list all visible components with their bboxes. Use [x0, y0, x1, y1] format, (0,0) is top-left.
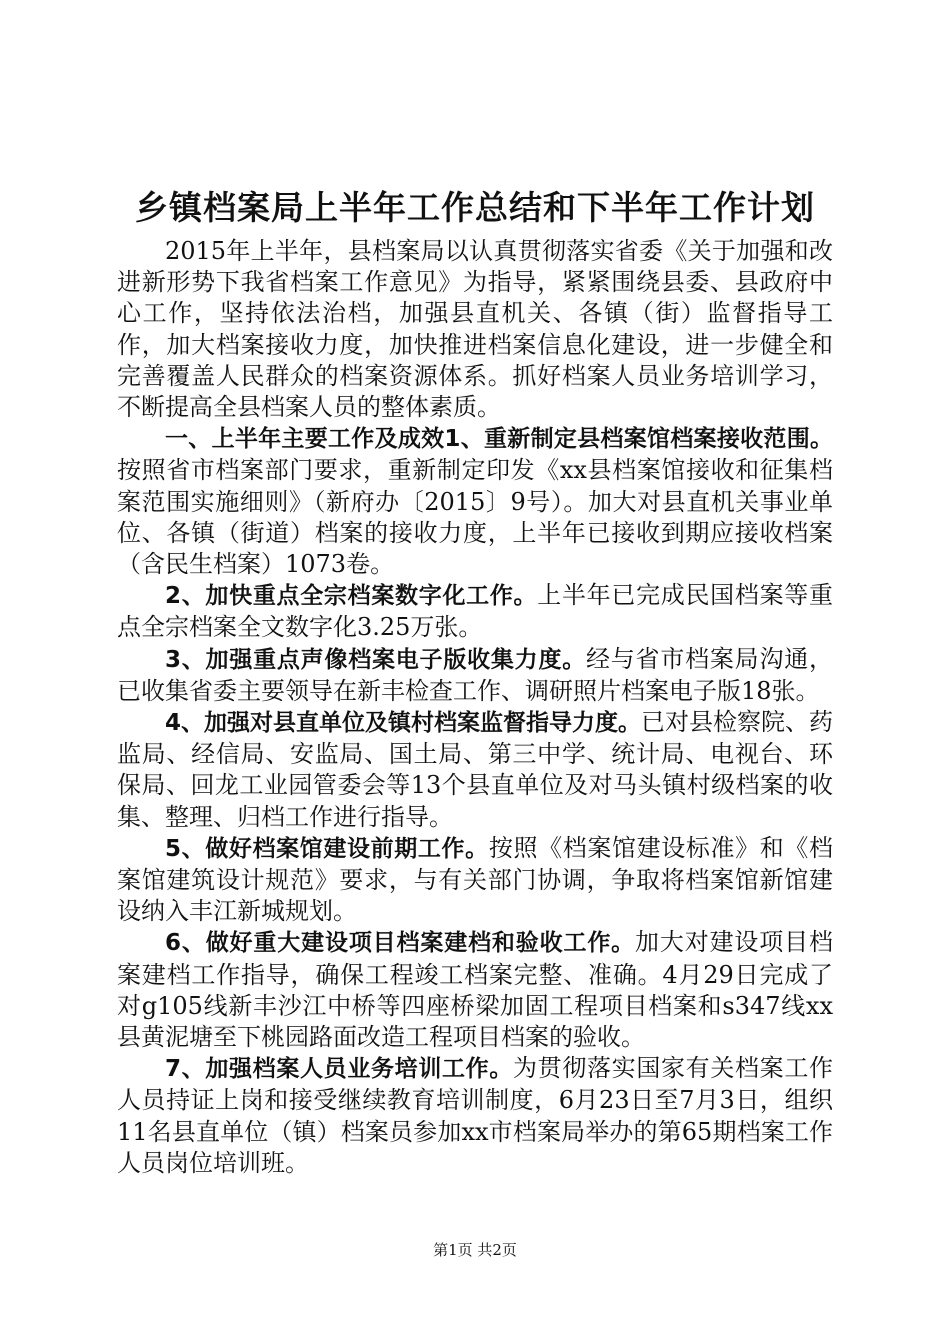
- paragraph-4-text: 已对县检察院、药监局、经信局、安监局、国土局、第三中学、统计局、电视台、环保局、回龙工业园管委会等13个县直单位及对马头镇村级档案的收集、整理、归档工作进行指导。: [117, 708, 834, 831]
- paragraph-4-heading: 4、加强对县直单位及镇村档案监督指导力度。: [165, 710, 642, 737]
- paragraph-1: [117, 423, 833, 580]
- paragraph-6-text: 加大对建设项目档案建档工作指导，确保工程竣工档案完整、准确。4月29日完成了对g105线新丰沙江中桥等四座桥梁加固工程项目档案和s347线xx县黄泥塘至下桃园路面改造工程项目档案的验收。: [117, 928, 833, 1052]
- paragraph-2: [117, 580, 833, 643]
- paragraph-2-text: 上半年已完成民国档案等重点全宗档案全文数字化3.25万张。: [117, 581, 833, 642]
- document-title: 乡镇档案局上半年工作总结和下半年工作计划: [135, 188, 815, 227]
- paragraph-4: [117, 707, 833, 833]
- paragraph-6: [117, 927, 833, 1053]
- paragraph-1-heading: 一、上半年主要工作及成效1、重新制定县档案馆档案接收范围。: [165, 426, 833, 453]
- paragraph-6-heading: 6、做好重大建设项目档案建档和验收工作。: [165, 930, 636, 957]
- paragraph-5-text: 按照《档案馆建设标准》和《档案馆建筑设计规范》要求，与有关部门协调，争取将档案馆新馆建设纳入丰江新城规划。: [117, 833, 833, 926]
- paragraph-3-text: 经与省市档案局沟通，已收集省委主要领导在新丰检查工作、调研照片档案电子版18张。: [117, 644, 833, 705]
- paragraph-7-text: 为贯彻落实国家有关档案工作人员持证上岗和接受继续教育培训制度，6月23日至7月3日，组织11名县直单位（镇）档案员参加xx市档案局举办的第65期档案工作人员岗位培训班。: [117, 1054, 833, 1177]
- paragraph-1-text: 按照省市档案部门要求，重新制定印发《xx县档案馆接收和征集档案范围实施细则》（新府办〔2015〕9号）。加大对县直机关事业单位、各镇（街道）档案的接收力度，上半年已接收到期应接收档案（含民生档案）1073卷。: [117, 456, 833, 579]
- paragraph-3: [117, 644, 833, 707]
- paragraph-7-heading: 7、加强档案人员业务培训工作。: [165, 1056, 513, 1083]
- paragraph-5: [117, 833, 833, 928]
- page-footer: 第1页 共2页: [433, 1241, 517, 1259]
- intro-paragraph: 2015年上半年，县档案局以认真贯彻落实省委《关于加强和改进新形势下我省档案工作意见》为指导，紧紧围绕县委、县政府中心工作，坚持依法治档，加强县直机关、各镇（街）监督指导工作，加大档案接收力度，加快推进档案信息化建设，进一步健全和完善覆盖人民群众的档案资源体系。抓好档案人员业务培训学习，不断提高全县档案人员的整体素质。: [117, 237, 833, 422]
- document-body: [117, 236, 833, 1179]
- paragraph-5-heading: 5、做好档案馆建设前期工作。: [165, 835, 489, 862]
- paragraph-3-heading: 3、加强重点声像档案电子版收集力度。: [165, 646, 586, 673]
- paragraph-2-heading: 2、加快重点全宗档案数字化工作。: [165, 583, 538, 610]
- paragraph-7: [117, 1053, 833, 1179]
